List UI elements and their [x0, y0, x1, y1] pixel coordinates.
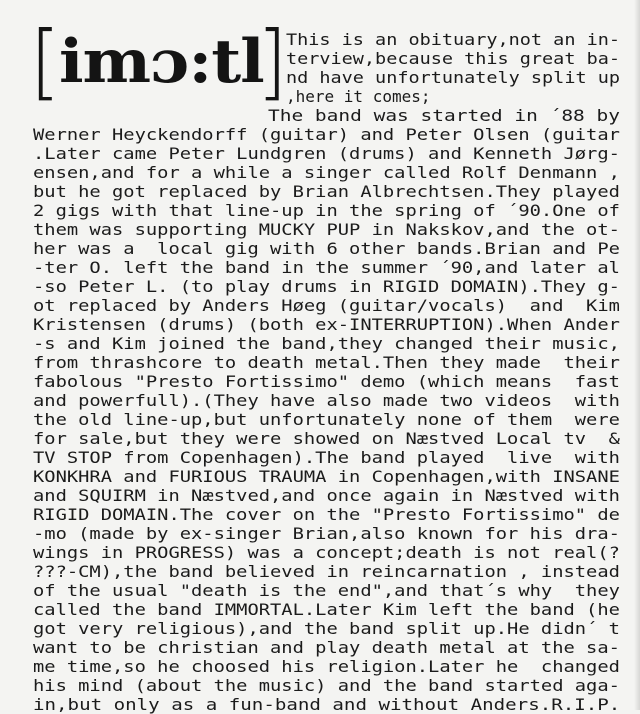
- article-line: fabolous "Presto Fortissimo" demo (which means fast: [33, 372, 620, 391]
- article-line: nd have unfortunately split up: [286, 68, 620, 87]
- article-line: ensen,and for a while a singer called Rolf Denmann ,: [33, 163, 620, 182]
- article-line: for sale,but they were showed on Næstved Local tv &: [33, 429, 620, 448]
- article-line: wings in PROGRESS) was a concept;death is not real(?: [33, 543, 620, 562]
- article-line: ???-CM),the band believed in reincarnation , instead: [33, 562, 620, 581]
- article-line: ot replaced by Anders Høeg (guitar/vocals) and Kim: [33, 296, 620, 315]
- logo-phonetic-word: imɔ:tl: [59, 27, 265, 97]
- article-line: want to be christian and play death metal at the sa-: [33, 638, 620, 657]
- article-line: -mo (made by ex-singer Brian,also known for his dra-: [33, 524, 620, 543]
- article-line: .Later came Peter Lundgren (drums) and Kenneth Jørg-: [33, 144, 620, 163]
- article-line: 2 gigs with that line-up in the spring of ´90.One of: [33, 201, 620, 220]
- article-line: RIGID DOMAIN.The cover on the "Presto Fortissimo" de: [33, 505, 620, 524]
- article-line: and powerfull).(They have also made two videos with: [33, 391, 620, 410]
- article-line: terview,because this great ba-: [286, 49, 620, 68]
- article-line: the old line-up,but unfortunately none of them were: [33, 410, 620, 429]
- article-line: from thrashcore to death metal.Then they made their: [33, 353, 620, 372]
- article-line: them was supporting MUCKY PUP in Nakskov,and the ot-: [33, 220, 620, 239]
- article-line: and SQUIRM in Næstved,and once again in Næstved with: [33, 486, 620, 505]
- article-line: -s and Kim joined the band,they changed their music,: [33, 334, 620, 353]
- article-line: but he got replaced by Brian Albrechtsen.They played: [33, 182, 620, 201]
- article-line: Werner Heyckendorff (guitar) and Peter Olsen (guitar: [33, 125, 620, 144]
- article-line: KONKHRA and FURIOUS TRAUMA in Copenhagen,with INSANE: [33, 467, 620, 486]
- article-line: me time,so he choosed his religion.Later he changed: [33, 657, 620, 676]
- article-line: his mind (about the music) and the band started aga-: [33, 676, 620, 695]
- article-line: -ter O. left the band in the summer ´90,and later al: [33, 258, 620, 277]
- article-line: -so Peter L. (to play drums in RIGID DOMAIN).They g-: [33, 277, 620, 296]
- article-line: This is an obituary,not an in-: [286, 30, 620, 49]
- logo-close-bracket: ]: [256, 14, 287, 110]
- article-line: TV STOP from Copenhagen).The band played live with: [33, 448, 620, 467]
- article-line: her was a local gig with 6 other bands.Brian and Pe: [33, 239, 620, 258]
- article-line: The band was started in ´88 by: [268, 106, 620, 125]
- logo-open-bracket: [: [30, 14, 60, 110]
- article-line: called the band IMMORTAL.Later Kim left the band (he: [33, 600, 620, 619]
- article-line: in,but only as a fun-band and without Anders.R.I.P.: [33, 695, 621, 714]
- immortal-logo: [30, 14, 287, 110]
- article-line: ,here it comes;: [286, 87, 431, 106]
- article-line: got very religious),and the band split up.He didn´ t: [33, 619, 620, 638]
- page-edge-shadow: [634, 0, 640, 710]
- article-line: Kristensen (drums) (both ex-INTERRUPTION).When Ander: [33, 315, 620, 334]
- article-line: of the usual "death is the end",and that´s why they: [33, 581, 620, 600]
